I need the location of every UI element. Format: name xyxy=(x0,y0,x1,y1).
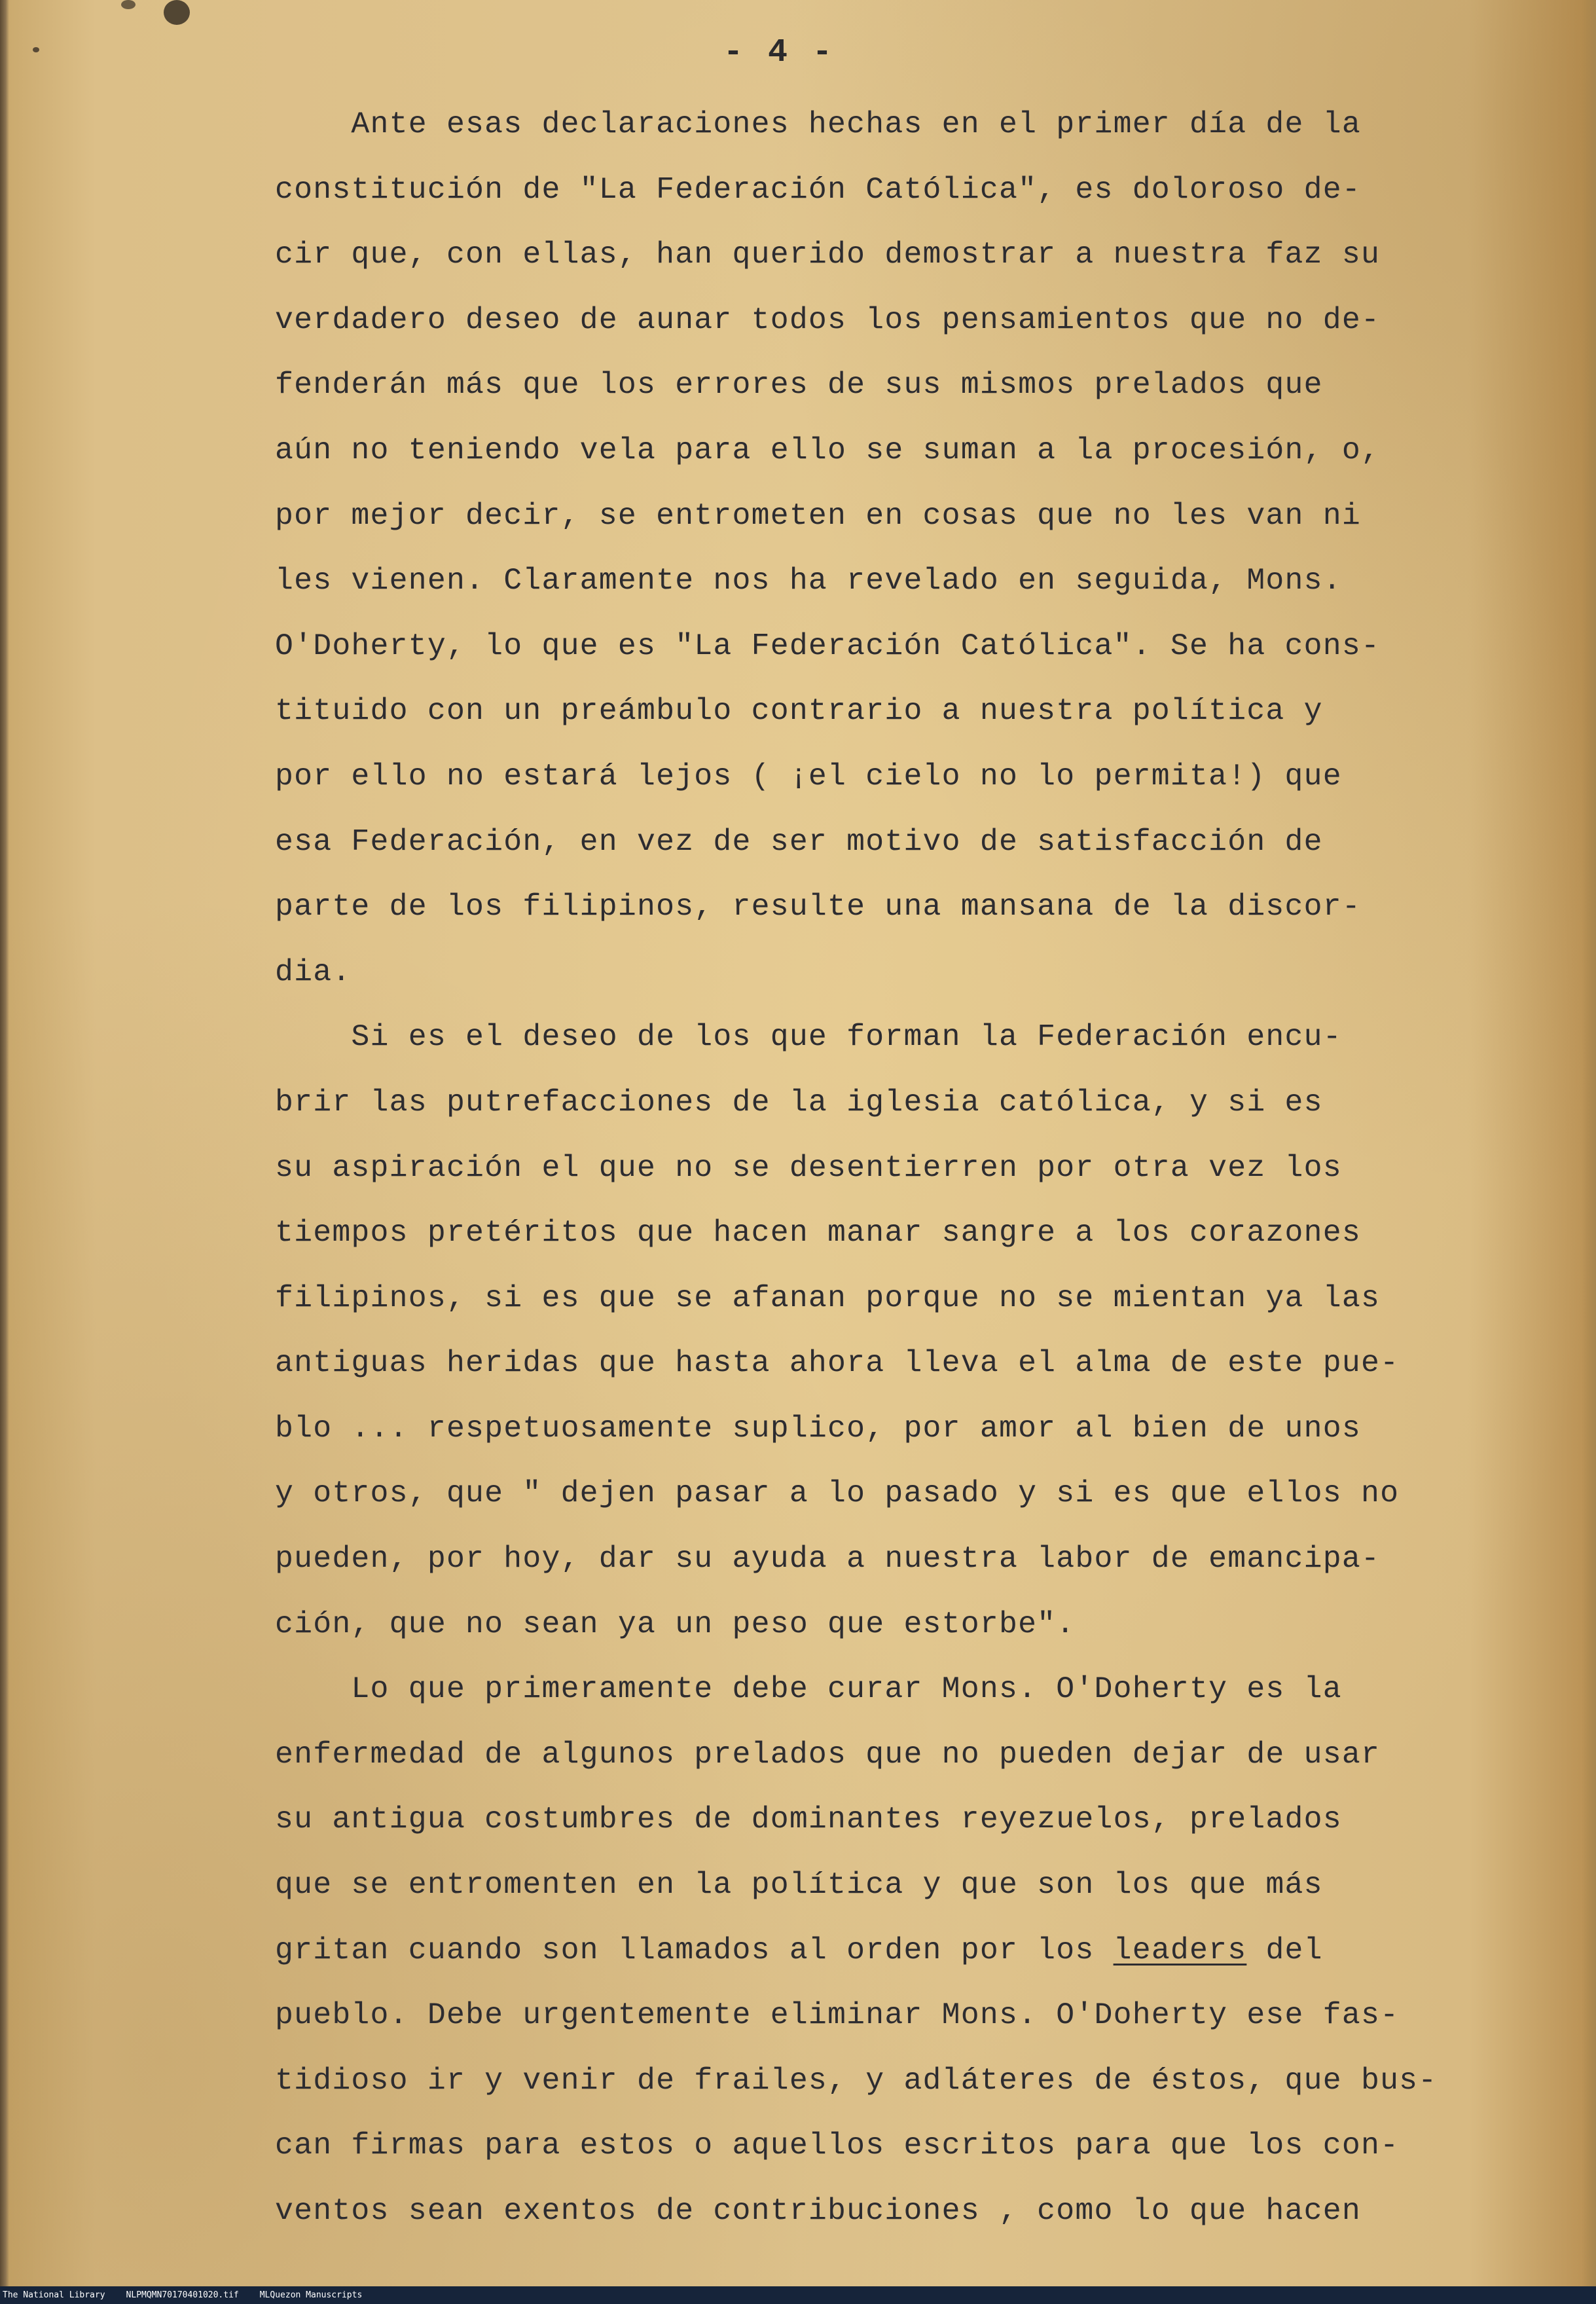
text-line: antiguas heridas que hasta ahora lleva el alma de este pue- xyxy=(275,1345,1400,1381)
text-line: y otros, que " dejen pasar a lo pasado y si es que ellos no xyxy=(275,1476,1400,1511)
text-line: tituido con un preámbulo contrario a nuestra política y xyxy=(275,693,1323,729)
text-segment: del xyxy=(1246,1932,1323,1967)
text-line: dia. xyxy=(275,954,352,989)
text-line: cir que, con ellas, han querido demostrar a nuestra faz su xyxy=(275,237,1381,272)
text-line: O'Doherty, lo que es "La Federación Católica". Se ha cons- xyxy=(275,628,1381,663)
text-line: brir las putrefacciones de la iglesia católica, y si es xyxy=(275,1084,1323,1120)
ink-blot xyxy=(121,0,136,9)
text-line: pueden, por hoy, dar su ayuda a nuestra labor de emancipa- xyxy=(275,1541,1381,1577)
ink-blot xyxy=(33,47,39,52)
typed-text-body xyxy=(275,92,1512,2244)
text-line: Si es el deseo de los que forman la Federación encu- xyxy=(275,1019,1342,1055)
text-line: por ello no estará lejos ( ¡el cielo no lo permita!) que xyxy=(275,758,1342,794)
text-line-with-underline xyxy=(275,1918,1512,1983)
text-segment: gritan cuando son llamados al orden por los xyxy=(275,1932,1114,1967)
text-line: aún no teniendo vela para ello se suman a la procesión, o, xyxy=(275,432,1381,467)
text-line: tidioso ir y venir de frailes, y adláteres de éstos, que bus- xyxy=(275,2062,1438,2098)
text-line: su antigua costumbres de dominantes reyezuelos, prelados xyxy=(275,1802,1342,1837)
text-line: esa Federación, en vez de ser motivo de satisfacción de xyxy=(275,824,1323,859)
page-left-edge xyxy=(0,0,9,2286)
footer-file-name: NLPMQMN70170401020.tif xyxy=(126,2290,239,2300)
ink-blot xyxy=(164,0,190,25)
text-line: tiempos pretéritos que hacen manar sangre a los corazones xyxy=(275,1215,1361,1251)
page-number: - 4 - xyxy=(723,34,835,71)
text-line: pueblo. Debe urgentemente eliminar Mons. O'Doherty ese fas- xyxy=(275,1998,1400,2033)
text-line: que se entromenten en la política y que son los que más xyxy=(275,1867,1323,1903)
text-line: por mejor decir, se entrometen en cosas que no les van ni xyxy=(275,498,1361,533)
text-line: enfermedad de algunos prelados que no pueden dejar de usar xyxy=(275,1736,1381,1772)
text-line: les vienen. Claramente nos ha revelado en seguida, Mons. xyxy=(275,563,1342,598)
footer-institution: The National Library xyxy=(3,2290,105,2300)
text-line: verdadero deseo de aunar todos los pensamientos que no de- xyxy=(275,302,1381,337)
underlined-word: leaders xyxy=(1113,1932,1247,1967)
page-right-edge xyxy=(1582,0,1596,2286)
text-line: blo ... respetuosamente suplico, por amor al bien de unos xyxy=(275,1410,1361,1446)
text-line: Ante esas declaraciones hechas en el primer día de la xyxy=(275,107,1361,141)
text-line: can firmas para estos o aquellos escritos para que los con- xyxy=(275,2128,1400,2163)
footer-collection: MLQuezon Manuscripts xyxy=(259,2290,363,2300)
text-line: constitución de "La Federación Católica", es doloroso de- xyxy=(275,172,1361,207)
text-line: Lo que primeramente debe curar Mons. O'Doherty es la xyxy=(275,1672,1342,1707)
text-line: fenderán más que los errores de sus mismos prelados que xyxy=(275,367,1323,403)
text-line: filipinos, si es que se afanan porque no se mientan ya las xyxy=(275,1280,1381,1315)
archive-footer-bar xyxy=(0,2286,1596,2304)
text-line: ventos sean exentos de contribuciones , como lo que hacen xyxy=(275,2193,1361,2228)
text-line: ción, que no sean ya un peso que estorbe". xyxy=(275,1606,1076,1641)
text-line: su aspiración el que no se desentierren por otra vez los xyxy=(275,1150,1342,1185)
text-line: parte de los filipinos, resulte una mansana de la discor- xyxy=(275,889,1361,924)
